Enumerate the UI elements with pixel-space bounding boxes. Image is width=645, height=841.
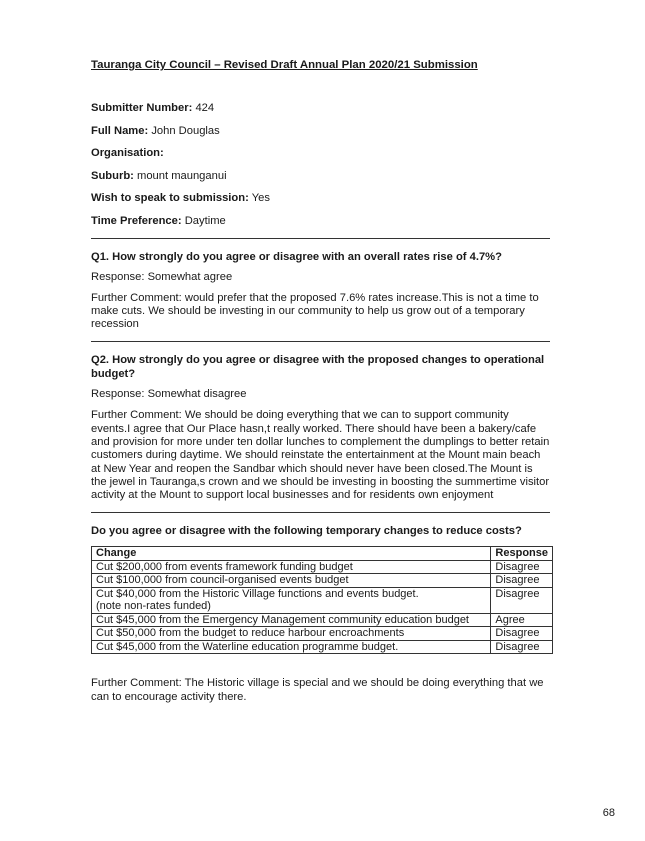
field-organisation bbox=[91, 147, 550, 160]
field-label: Full Name: bbox=[91, 124, 149, 137]
table-cell-response: Disagree bbox=[491, 627, 553, 641]
divider bbox=[91, 341, 550, 342]
divider bbox=[91, 238, 550, 239]
table-cell-change: Cut $45,000 from the Waterline education programme budget. bbox=[92, 640, 491, 654]
question-3-comment: Further Comment: The Historic village is special and we should be doing everything that we can to encourage activity there. bbox=[91, 677, 544, 703]
document-title: Tauranga City Council – Revised Draft Annual Plan 2020/21 Submission bbox=[91, 59, 478, 71]
field-value: 424 bbox=[195, 102, 215, 114]
question-2-comment: Further Comment: We should be doing everything that we can to support community events.I agree that Our Place hasn,t really worked. There should have been a bakery/cafe and provision for more under ten dollar lunches to complement the dumplings to better retain customers during daytime. We should reinstate the entertainment at the Mount main beach at New Year and reopen the Sandbar which should never have been closed.The Mount is the jewel in Tauranga,s crown and we should be investing in boosting the summertime visitor activity at the Mount to support local businesses and for residents own enjoyment bbox=[91, 409, 550, 502]
table-header-row bbox=[92, 547, 553, 561]
field-label: Suburb: bbox=[91, 169, 134, 182]
field-value: John Douglas bbox=[151, 124, 220, 137]
table-row bbox=[92, 627, 553, 641]
question-1 bbox=[91, 250, 550, 332]
question-2 bbox=[91, 353, 550, 502]
table-cell-change: Cut $200,000 from events framework funding budget bbox=[92, 560, 491, 574]
column-header-change: Change bbox=[92, 547, 491, 561]
question-1-response: Response: Somewhat agree bbox=[91, 270, 233, 283]
field-value: Daytime bbox=[184, 214, 226, 227]
column-header-response: Response bbox=[491, 547, 553, 561]
question-1-text: Q1. How strongly do you agree or disagree with an overall rates rise of 4.7%? bbox=[91, 250, 502, 263]
table-cell-change: Cut $40,000 from the Historic Village functions and events budget. (note non-rates funded) bbox=[92, 587, 491, 613]
field-label: Time Preference: bbox=[91, 214, 182, 227]
table-cell-change: Cut $45,000 from the Emergency Management community education budget bbox=[92, 613, 491, 627]
table-cell-response: Disagree bbox=[491, 587, 553, 613]
submitter-details bbox=[91, 102, 550, 228]
table-row bbox=[92, 560, 553, 574]
cost-changes-table bbox=[91, 546, 553, 654]
document-page bbox=[91, 58, 550, 715]
table-cell-response: Disagree bbox=[491, 640, 553, 654]
field-submitter-number bbox=[91, 102, 550, 115]
field-time-preference bbox=[91, 215, 550, 228]
question-2-text: Q2. How strongly do you agree or disagree with the proposed changes to operational budget? bbox=[91, 354, 545, 381]
field-value: Yes bbox=[251, 192, 270, 204]
divider bbox=[91, 512, 550, 513]
field-suburb bbox=[91, 170, 550, 183]
question-3 bbox=[91, 524, 550, 704]
table-row bbox=[92, 640, 553, 654]
field-value: mount maunganui bbox=[137, 169, 227, 182]
table-cell-response: Disagree bbox=[491, 574, 553, 588]
table-row bbox=[92, 574, 553, 588]
table-row bbox=[92, 613, 553, 627]
question-2-response: Response: Somewhat disagree bbox=[91, 388, 247, 401]
field-wish-to-speak bbox=[91, 192, 550, 205]
table-row bbox=[92, 587, 553, 613]
question-1-comment: Further Comment: would prefer that the proposed 7.6% rates increase.This is not a time to make cuts. We should be investing in our community to help us grow out of a temporary recession bbox=[91, 291, 539, 331]
table-cell-change: Cut $50,000 from the budget to reduce harbour encroachments bbox=[92, 627, 491, 641]
field-label: Wish to speak to submission: bbox=[91, 192, 249, 204]
field-label: Organisation: bbox=[91, 147, 164, 159]
page-number: 68 bbox=[602, 807, 615, 819]
table-cell-response: Agree bbox=[491, 613, 553, 627]
question-3-text: Do you agree or disagree with the following temporary changes to reduce costs? bbox=[91, 525, 522, 538]
field-label: Submitter Number: bbox=[91, 102, 193, 114]
field-full-name bbox=[91, 125, 550, 138]
table-cell-change: Cut $100,000 from council-organised events budget bbox=[92, 574, 491, 588]
table-cell-response: Disagree bbox=[491, 560, 553, 574]
